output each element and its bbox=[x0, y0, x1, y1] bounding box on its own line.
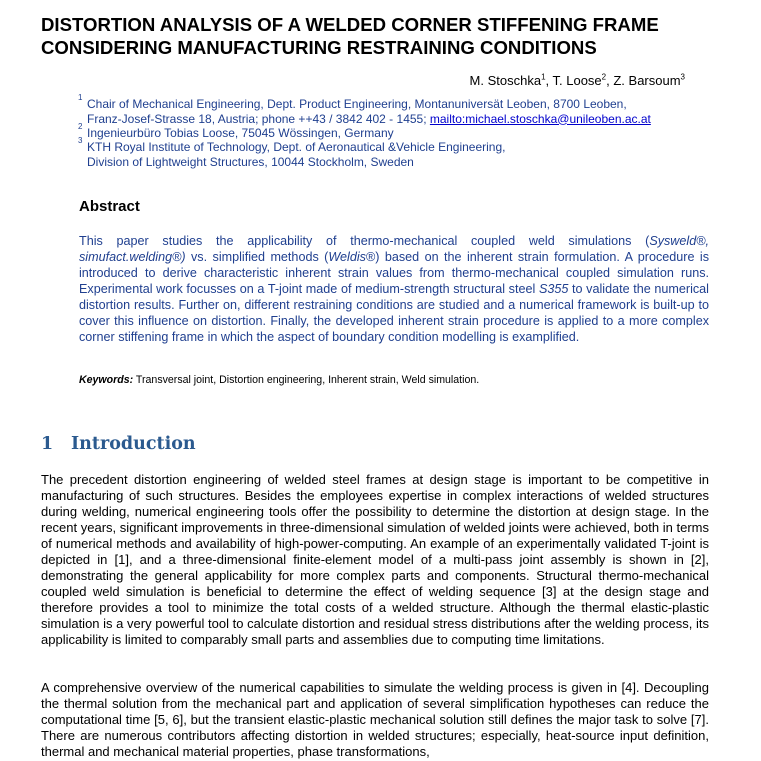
author-name: Z. Barsoum bbox=[613, 73, 681, 88]
abstract-italic: Sysweld®, simufact.welding®) bbox=[79, 234, 709, 264]
affiliation-line: Division of Lightweight Structures, 10044 Stockholm, Sweden bbox=[87, 154, 414, 169]
section-heading bbox=[41, 433, 196, 455]
affiliation-line: Ingenieurbüro Tobias Loose, 75045 Wössingen, Germany bbox=[87, 126, 394, 140]
paper-title: DISTORTION ANALYSIS OF A WELDED CORNER STIFFENING FRAME CONSIDERING MANUFACTURING RESTRAINING CONDITIONS bbox=[41, 14, 659, 58]
abstract-italic: S355 bbox=[538, 282, 569, 296]
author-name: M. Stoschka bbox=[469, 73, 542, 88]
abstract-segment: to validate the numerical distortion results. Further on, different restraining conditions are studied and a numerical framework is built-up to cover this influence on distortion. Finally, the developed inherent strain procedure is applied to a more complex corner stiffening frame in which the aspect of boundary condition modelling is examplified. bbox=[79, 282, 709, 344]
body-paragraph: The precedent distortion engineering of welded steel frames at design stage is important to be competitive in manufacturing of such structures. Besides the employees expertise in complex interactions of welded structures during welding, numerical engineering tools offer the possibility to determine the distortion at design stage. In the recent years, significant improvements in three-dimensional simulation of welded joints were achieved, both in terms of numerical methods and availability of high-power-computing. An example of an experimentally validated T-joint is depicted in [1], and a three-dimensional finite-element model of a multi-pass joint assembly is shown in [2], demonstrating the general applicability for more complex parts and components. Structural thermo-mechanical coupled weld simulation is beneficial to determine the effect of welding sequence [3] at the design stage and therefore provides a tool to minimize the total costs of a welded structure. Although the thermal elastic-plastic simulation is a very powerful tool to calculate distortion and residual stress distributions after the welding process, its applicability is limited to comparably small parts and assemblies due to computing time limitations. bbox=[41, 472, 709, 647]
author-name: T. Loose bbox=[552, 73, 602, 88]
author-affiliation-marker: 1 bbox=[541, 72, 546, 82]
abstract-segment: vs. simplified methods ( bbox=[185, 250, 329, 264]
abstract-text bbox=[79, 233, 709, 345]
affiliation-line: Chair of Mechanical Engineering, Dept. Product Engineering, Montanuniversät Leoben, 8700 Leoben, bbox=[87, 97, 627, 111]
email-link[interactable]: mailto:michael.stoschka@unileoben.ac.at bbox=[429, 111, 651, 126]
keywords-label: Keywords: bbox=[79, 374, 134, 386]
body-paragraph: A comprehensive overview of the numerical capabilities to simulate the welding process is given in [4]. Decoupling the thermal solution from the mechanical part and application of several simplification hypotheses can reduce the computational time [5, 6], but the transient elastic-plastic mechanical solution still defines the major task to solve [7]. There are numerous contributors affecting distortion in welded structures; especially, heat-source input definition, thermal and mechanical material properties, phase transformations, bbox=[41, 680, 709, 759]
abstract-segment: This paper studies the applicability of thermo-mechanical coupled weld simulations ( bbox=[79, 234, 650, 248]
author-affiliation-marker: 3 bbox=[680, 72, 685, 82]
keywords bbox=[79, 373, 479, 387]
affiliation-3 bbox=[78, 137, 505, 169]
author-list: M. Stoschka$^1$, T. Loose$^2$, Z. Barsoum$^3$ bbox=[469, 72, 685, 88]
section-number: 1 bbox=[41, 434, 54, 454]
affiliation-line: Franz-Josef-Strasse 18, Austria; phone ++43 / 3842 402 - 1455; bbox=[87, 111, 430, 126]
section-title: Introduction bbox=[71, 434, 196, 454]
abstract-italic: Weldis bbox=[328, 250, 366, 264]
keywords-text: Transversal joint, Distortion engineering, Inherent strain, Weld simulation. bbox=[133, 374, 480, 386]
affiliation-1 bbox=[78, 94, 651, 126]
abstract-heading: Abstract bbox=[79, 198, 140, 215]
affiliation-line: KTH Royal Institute of Technology, Dept. of Aeronautical &Vehicle Engineering, bbox=[87, 140, 506, 154]
author-affiliation-marker: 2 bbox=[601, 72, 607, 82]
abstract-segment: ®) based on the inherent strain formulation. A procedure is introduced to derive characteristic inherent strain values from thermo-mechanical coupled simulation runs. Experimental work focusses on a T-joint made of medium-strength structural steel bbox=[79, 250, 709, 296]
affiliation-number: 2 bbox=[78, 122, 83, 131]
affiliation-number: 1 bbox=[78, 93, 83, 102]
affiliation-number: 3 bbox=[78, 136, 83, 145]
